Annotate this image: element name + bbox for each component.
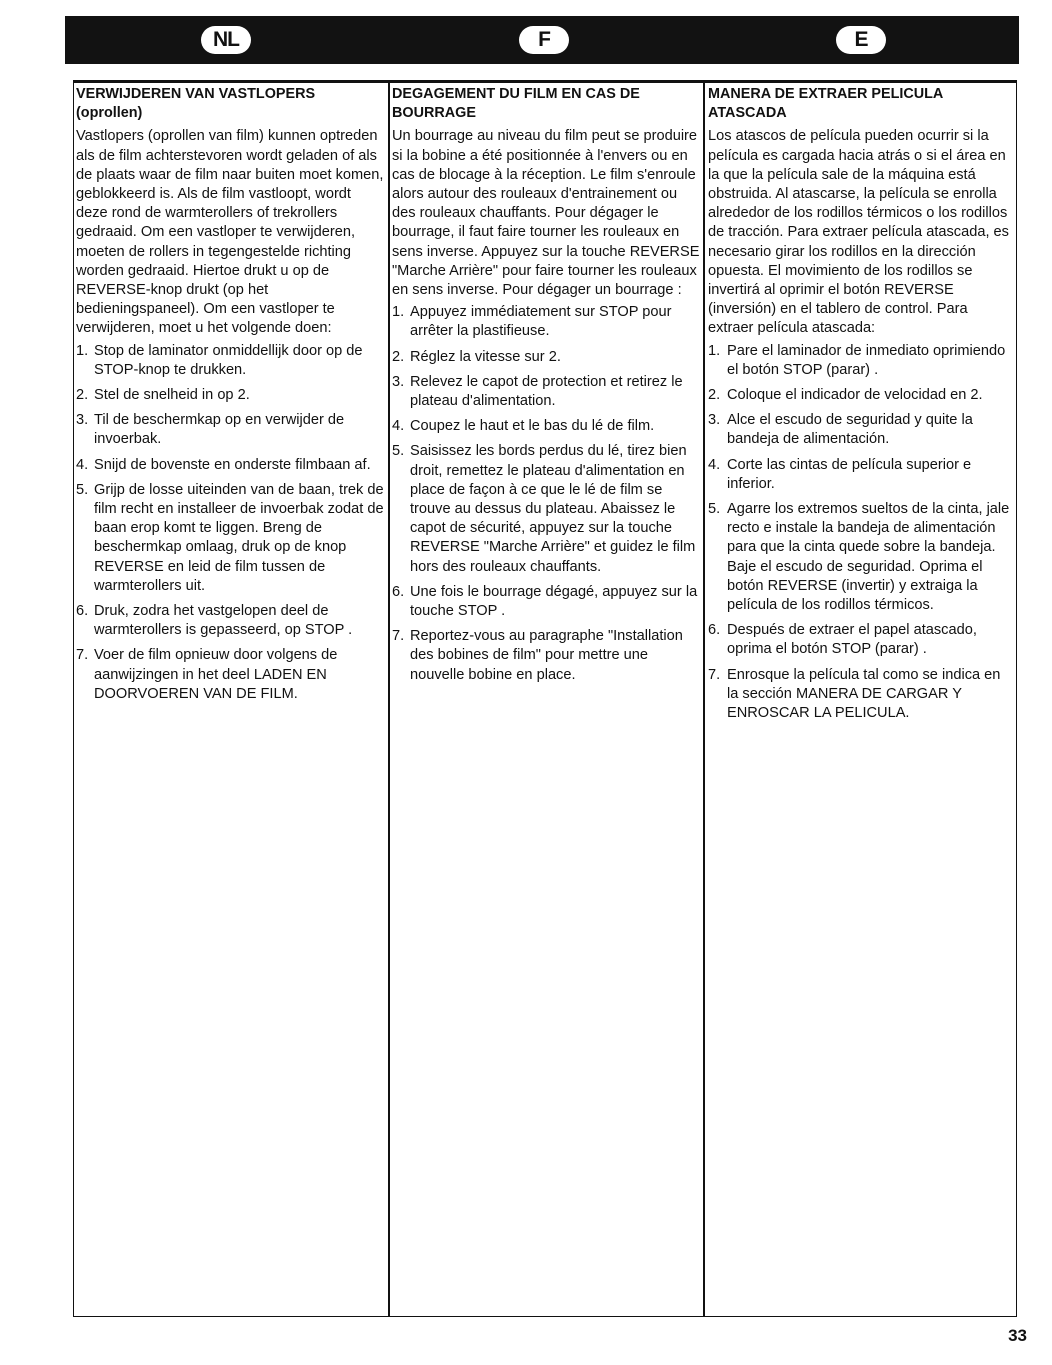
language-header-bar: [65, 16, 1019, 64]
list-item: 2. Coloque el indicador de velocidad en 2.: [708, 387, 983, 404]
list-item: 5. Saisissez les bords perdus du lé, tirez bien droit, remettez le plateau d'alimentation en place de façon à ce que le lé de film se trouve au dessus du plateau. Abaissez le capot de sécurité, appuyez sur la touche REVERSE "Marche Arrière" et guidez le film hors des rouleaux chauffants.: [392, 443, 696, 575]
column-dutch: [73, 80, 388, 710]
list-item: 2. Stel de snelheid in op 2.: [76, 387, 250, 404]
column-french: [389, 80, 703, 691]
list-item: 1. Appuyez immédiatement sur STOP pour arrêter la plastifieuse.: [392, 304, 672, 340]
list-item: 5. Grijp de losse uiteinden van de baan, trek de film recht en installeer de invoerbak zodat de baan erop komt te liggen. Breng de beschermkap omlaag, druk op de knop REVERSE en leid de film tussen de warmterollers uit.: [76, 481, 384, 594]
page-number: 33: [1008, 1326, 1027, 1345]
column-spanish: [705, 80, 1017, 729]
intro-paragraph: Los atascos de película pueden ocurrir si la película es cargada hacia atrás o si el área en la que la película sale de la máquina está obstruida. Al atascarse, la película se enrolla alrededor de los rodillos térmicos o los rodillos de tracción. Para extraer película atascada, es necesario girar los rodillos en la dirección opuesta. El movimiento de los rodillos se invertirá al oprimir el botón REVERSE (inversión) en el tablero de control. Para extraer película atascada:: [708, 128, 1009, 337]
list-item: 3. Alce el escudo de seguridad y quite la bandeja de alimentación.: [708, 412, 973, 448]
list-item: 7. Voer de film opnieuw door volgens de aanwijzingen in het deel LADEN EN DOORVOEREN VAN DE FILM.: [76, 647, 338, 702]
list-item: 5. Agarre los extremos sueltos de la cinta, jale recto e instale la bandeja de alimentación para que la cinta quede sobre la bandeja. Baje el escudo de seguridad. Oprima el botón REVERSE (invertir) y extraiga la película de los rodillos térmicos.: [708, 501, 1010, 614]
list-item: 1. Stop de laminator onmiddellijk door op de STOP-knop te drukken.: [76, 342, 363, 378]
list-item: 3. Til de beschermkap op en verwijder de invoerbak.: [76, 412, 345, 448]
list-item: 4. Snijd de bovenste en onderste filmbaan af.: [76, 456, 371, 473]
section-title: DEGAGEMENT DU FILM EN CAS DE BOURRAGE: [392, 86, 640, 122]
list-item: 2. Réglez la vitesse sur 2.: [392, 348, 561, 365]
list-item: 1. Pare el laminador de inmediato oprimiendo el botón STOP (parar) .: [708, 342, 1006, 378]
section-title: MANERA DE EXTRAER PELICULA ATASCADA: [708, 86, 943, 122]
list-item: 6. Después de extraer el papel atascado, oprima el botón STOP (parar) .: [708, 622, 977, 658]
intro-paragraph: Un bourrage au niveau du film peut se produire si la bobine a été positionnée à l'envers ou en cas de blocage à la réception. Le film s'enroule alors autour des rouleaux d'entrainement ou des rouleaux chauffants. Pour dégager le bourrage, il faut faire tourner les rouleaux en sens inverse. Appuyez sur la touche REVERSE "Marche Arrière" pour faire tourner les rouleaux en sens inverse. Pour dégager un bourrage :: [392, 128, 700, 299]
list-item: 6. Une fois le bourrage dégagé, appuyez sur la touche STOP .: [392, 583, 698, 620]
intro-paragraph: Vastlopers (oprollen van film) kunnen optreden als de film achterstevoren wordt geladen of als de plaats waar de film naar buiten moet komen, geblokkeerd is. Als de film vastloopt, wordt deze rond de warmterollers of trekrollers gedraaid. Om een vastloper te verwijderen, moeten de rollers in tegengestelde richting worden gedraaid. Hiertoe drukt u op de REVERSE-knop drukt (op het bedieningspaneel). Om een vastloper te verwijderen, moet u het volgende doen:: [76, 128, 384, 337]
steps-list: [392, 303, 700, 685]
steps-list: [708, 342, 1014, 724]
language-badge-f: F: [519, 26, 569, 54]
list-item: 4. Coupez le haut et le bas du lé de film.: [392, 418, 655, 435]
list-item: 4. Corte las cintas de película superior e inferior.: [708, 456, 972, 492]
language-badge-nl: NL: [201, 26, 251, 54]
list-item: 3. Relevez le capot de protection et retirez le plateau d'alimentation.: [392, 373, 683, 410]
steps-list: [76, 342, 385, 704]
list-item: 7. Reportez-vous au paragraphe "Installation des bobines de film" pour mettre une nouvelle bobine en place.: [392, 628, 683, 683]
language-badge-e: E: [836, 26, 886, 54]
section-title: VERWIJDEREN VAN VASTLOPERS (oprollen): [76, 86, 316, 122]
list-item: 7. Enrosque la película tal como se indica en la sección MANERA DE CARGAR Y ENROSCAR LA PELICULA.: [708, 666, 1001, 722]
list-item: 6. Druk, zodra het vastgelopen deel de warmterollers is gepasseerd, op STOP .: [76, 603, 353, 639]
